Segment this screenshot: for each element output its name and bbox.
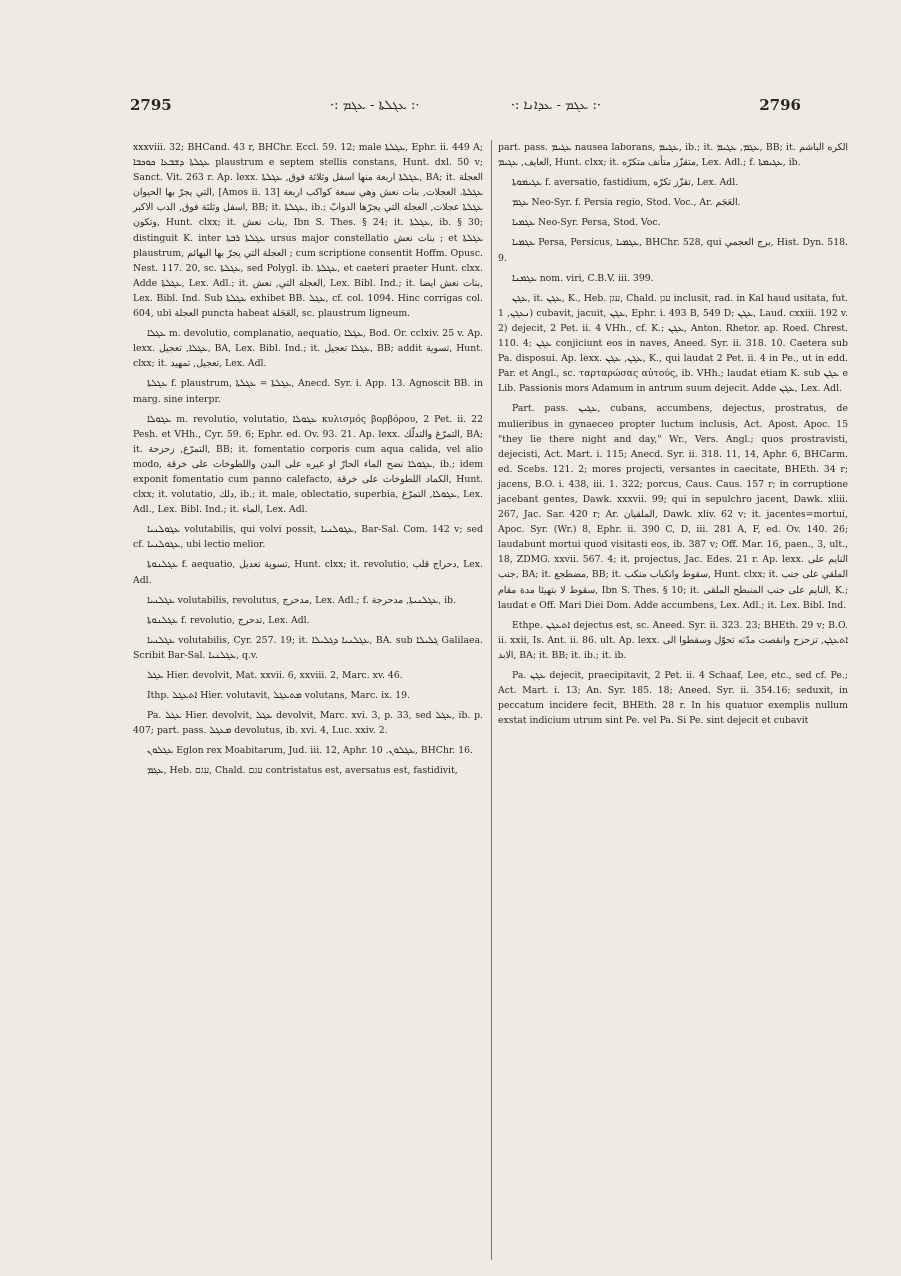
entry: Ithp. ܐܬܥܓܠ Hier. volutavit, ܡܬܥܓܠ volutans, Marc. ix. 19. (147, 690, 410, 702)
entry: Pa. ܥܓܢ dejecit, praecipitavit, 2 Pet. ii. 4 Schaaf, Lee, etc., sed cf. Pe.; Act. Mart. i. 13; An. Syr. 185. 18; Aneed. Syr. ii. 354.16; seduxit, in peccatum incidere fecit, BHEth. 28 r. In his quatuor exemplis nullum exstat indicium utrum sint Pe. vel Pa. Si Pe. sint dejecit et cubavit (498, 670, 848, 727)
running-head-right: ·: ܥܓܡ - ܥܕܐܢܐ :· (510, 98, 601, 113)
entry: Pa. ܥܓܠ Hier. devolvit, ܥܓܠ devolvit, Marc. xvi. 3, p. 33, sed ܥܓܠ, ib. p. 407; part. pass. ܡܥܓܠ devolutus, ib. xvi. 4, Luc. xxiv. 2. (133, 710, 483, 737)
entry: ܥܓܠܢܘܬܐ f. aequatio, تسوية تعديل, Hunt. clxx; it. revolutio, دحراج قلب, Lex. Adl. (133, 559, 483, 586)
entry: ܥܓܘܠܐ m. revolutio, volutatio, ܥܓܘܠܐ κυλισμός βορβόρου, 2 Pet. ii. 22 Pesh. et VHh., Cyr. 59. 6; Ephr. ed. Ov. 93. 21. Ap. lexx. التمرّغ والتدلّك, BA; it. التمرّغ, زحزحة, BB; it. fomentatio corporis cum aqua calida, vel alio modo, ܥܓܘܠܐ نضح الماء الحارّ او غيره على البدن واللطوخات على خرقة, ib.; idem exponit fomentatio cum panno calefacto, الكماد اللطوخات على خرقة, Hunt. clxx; it. volutatio, دلك, ib.; it. male, oblectatio, superbia, ܥܓܘܠܐ, التمرّغ, Lex. Adl., Lex. Bibl. Ind.; it. الماء, Lex. Adl. (133, 413, 484, 516)
page-number-left: 2795 (130, 96, 172, 114)
left-column (133, 140, 483, 784)
entry: ܥܓܠܢܝܐ volutabilis, revolutus, مدحرج, Lex. Adl.; f. ܥܓܠܢܝܬܐ, مدحرجة, ib. (147, 594, 456, 606)
page-header (130, 96, 801, 126)
entry: ܥܓܠܘܢ Eglon rex Moabitarum, Jud. iii. 12, Aphr. ܥܓܠܘܢ. 10, BHChr. 16. (147, 745, 473, 757)
entry: ܥܓܘܠܢܝܐ volutabilis, qui volvi possit, ܥܓܘܠܢܝܐ, Bar-Sal. Com. 142 v; sed cf. ܥܓܘܠܢܝܐ, ubi lectio melior. (133, 524, 483, 551)
entry: part. pass. ܥܓܝܡ nausea laborans, ܥܓܝܡ, ib.; it. ܥܓܡ, ܥܓܝܡ, BB; it. الكره الباشم العايف, ܥܓܝܡ, Hunt. clxx; it. متقزّز متأنف متكرّه, Lex. Adl.; f. ܥܓܝܡܬܐ, ib. (498, 142, 849, 169)
entry: ܥܓܠܬܐ f. plaustrum, ܥܓܠܬܐ = ܥܓܠܬܐ, Anecd. Syr. i. App. 13. Agnoscit BB. in marg. sine interpr. (133, 378, 483, 405)
running-head-left: ·: ܥܓܠܬܐ - ܥܓܡ :· (330, 98, 420, 113)
entry: ܥܓܠܢܝܐ volutabilis, Cyr. 257. 19; it. ܥܓܠܢܝܐ ܕܓܠܝܠܐ, BA. sub ܓܠܝܠܐ Galilaea. Scribit Bar-Sal. ܥܓܠܢܝܐ, q.v. (133, 634, 483, 661)
entry: Ethpe. ܐܬܥܓܢ dejectus est, sc. Aneed. Syr. ii. 323. 23; BHEth. 29 v; B.O. ii. xxii, Is. Ant. ii. 86. ult. Ap. lexx. ܐܬܥܓܢ, تزحزح وانقصت مدّته تحوّل وسقطوا الى الابد, BA; it. BB; it. ib.; it. ib. (498, 619, 849, 661)
right-column (498, 140, 848, 733)
entry: ܥܓܢ, it. ܥܓܢ, K., Heb. עגן, Chald. עגן inclusit, rad. in Kal haud usitata, fut. ܢܥܓܢ, 1) cubavit, jacuit, ܥܓܢ, Ephr. i. 493 B, 549 D; ܥܓܢ, Laud. cxxiii. 192 v. 2) dejecit, 2 Pet. ii. 4 VHh., cf. K.; ܥܓܢ, Anton. Rhetor. ap. Roed. Chrest. 110. 4; ܥܓܢ conjiciunt eos in naves, Aneed. Syr. ii. 318. 10. Caetera sub Pa. disposui. Ap. lexx. ܥܓܢ, ܥܓܢ, K., qui laudat 2 Pet. ii. 4 in Pe., ut in edd. Par. et Angl., sc. ταρταρώσας αὐτούς, ib. VHh.; laudat etiam K. sub ܥܓܢ e Lib. Passionis mors Adamum in antrum suum dejecit. Adde ܥܓܢ, Lex. Adl. (498, 292, 849, 395)
entry: ܥܓܡܝܐ Persa, Persicus, ܥܓܡܝܐ, BHChr. 528, qui برج العجمي, Hist. Dyn. 518. 9. (498, 237, 849, 264)
entry: ܥܓܠ Hier. devolvit, Mat. xxvii. 6, xxviii. 2, Marc. xv. 46. (147, 670, 403, 681)
entry: ܥܓܡ, Heb. עגם, Chald. עגם contristatus est, aversatus est, fastidivit, (147, 765, 458, 777)
entry: ܥܓܡܝܐ Neo-Syr. Persa, Stod. Voc. (512, 217, 661, 229)
entry: Part. pass. ܥܓܝܢ, cubans, accumbens, dejectus, prostratus, de mulieribus in gynaeceo propter luctum inclusis, Act. Apost. Apoc. 15 "they lie there night and day," Wr., Vers. Angl.; quos prostravisti, dejecisti, Act. Mart. i. 115; Anecd. Syr. ii. 318. 11, 14, Aphr. 6, BHCarm. ed. Scebs. 121. 2; mores projecti, versantes in caecitate, BHEth. 34 r; jacens, B.O. i. 438, iii. 1. 322; porcus, Caus. Caus. 157 r; in corruptione jacebant gentes, Dawk. xxxvii. 99; qui in sepulchro jacent, Dawk. xliii. 267, Jac. Sar. 420 r; Ar. الملقيان, Dawk. xliv. 62 v; it. jacentes=mortui, Apoc. Syr. (Wr.) 8, Ephr. ii. 390 C, D, iii. 281 A, F, ed. Ov. 140. 26; laudabunt mortui quod visitasti eos, ib. 387 v; Off. Mar. 16, paen., 3, ult., 18, ZDMG. xxvii. 567. 4; it. projectus, Jac. Edes. 21 r. Ap. lexx. النايم على جنب, BA; it. مضطجع, BB; it. سقوط وانكباب منكب, Hunt. clxx; it. الملقي على جنب سقوط لا بتهيئا مدة مقام, Ibn S. Thes. § 10; it. النايم على جنب المنبطح الملقى, K.; laudat e Off. Mari Diei Dom. Adde accumbens, Lex. Adl.; it. Lex. Bibl. Ind. (498, 403, 848, 611)
entry: ܥܓܠܢܘܬܐ f. revolutio, تدحرج, Lex. Adl. (147, 614, 310, 626)
entry: ܥܓܡ Neo-Syr. f. Persia regio, Stod. Voc., Ar. العَجَم. (512, 197, 741, 209)
entry: xxxviii. 32; BHCand. 43 r, BHChr. Eccl. 59. 12; male ܥܓܠܬܐ, Ephr. ii. 449 A; ܥܓܠܬܐ ܕܫܒܥܐ ܟܘܟܒܐ plaustrum e septem stellis constans, Hunt. dxl. 50 v; Sanct. Vit. 263 r. Ap. lexx. ܥܓܠܬܐ اربعة منها اسفل وثلاثة فوق, ܥܓܠܬܐ, BA; it. العجلة التي يجرّ بها الحيوان, [Amos ii. 13] ܥܓܠܬܐ. العجلات, بنات نعش وهي سبعة كواكب اربعة اسفل وثلثة فوق, الدب الاكبر, BB; it. ܥܓܠܬܐ, ib.; ܥܓܠܬܐ عجلات, العجلة التي يجرّها الدوابّ وتكون, Hunt. clxx; it. بنات نعش, Ibn S. Thes. § 24; it. ܥܓܠܬܐ, ib. § 30; distinguit K. inter ܥܓܠܬܐ ܪܒܬܐ ursus major constellatio بنات نعش ; et ܥܓܠܬܐ plaustrum, العجلة التي يجرّ بها البهائم ; cum scriptione consentit Hoffm. Opusc. Nest. 117. 20, sc. ܥܓܠܬܐ, sed Polygl. ib. ܥܓܠܬܐ, et caeteri praeter Hunt. clxx. Adde ܥܓܠܬܐ, Lex. Adl.; it. العجلة التي, نعش, Lex. Bibl. Ind.; it. بنات نعش ايضا, Lex. Bibl. Ind. Sub ܥܓܠܬܐ exhibet BB. ܥܓܠ, cf. col. 1094. Hinc corrigas col. 604, ubi العجلة puncta habeat العَجَلة, sc. plaustrum ligneum. (133, 142, 484, 320)
entry: ܥܓܡܢܐ nom. viri, C.B.V. iii. 399. (512, 272, 654, 284)
entry: ܥܓܝܡܘܬܐ f. aversatio, fastidium, تقزّز تكرّه, Lex. Adl. (512, 177, 739, 189)
column-divider (491, 140, 492, 1260)
entry: ܥܓܠܐ m. devolutio, complanatio, aequatio, ܥܓܠܐ, Bod. Or. cclxiv. 25 v. Ap. lexx. ܥܓܠܐ, تعجيل, BA, Lex. Bibl. Ind.; it. ܥܓܠܐ تعجيل, BB; addit تسوية, Hunt. clxx; it. تعجيل, تمهيد, Lex. Adl. (133, 328, 483, 370)
page-number-right: 2796 (759, 96, 801, 114)
